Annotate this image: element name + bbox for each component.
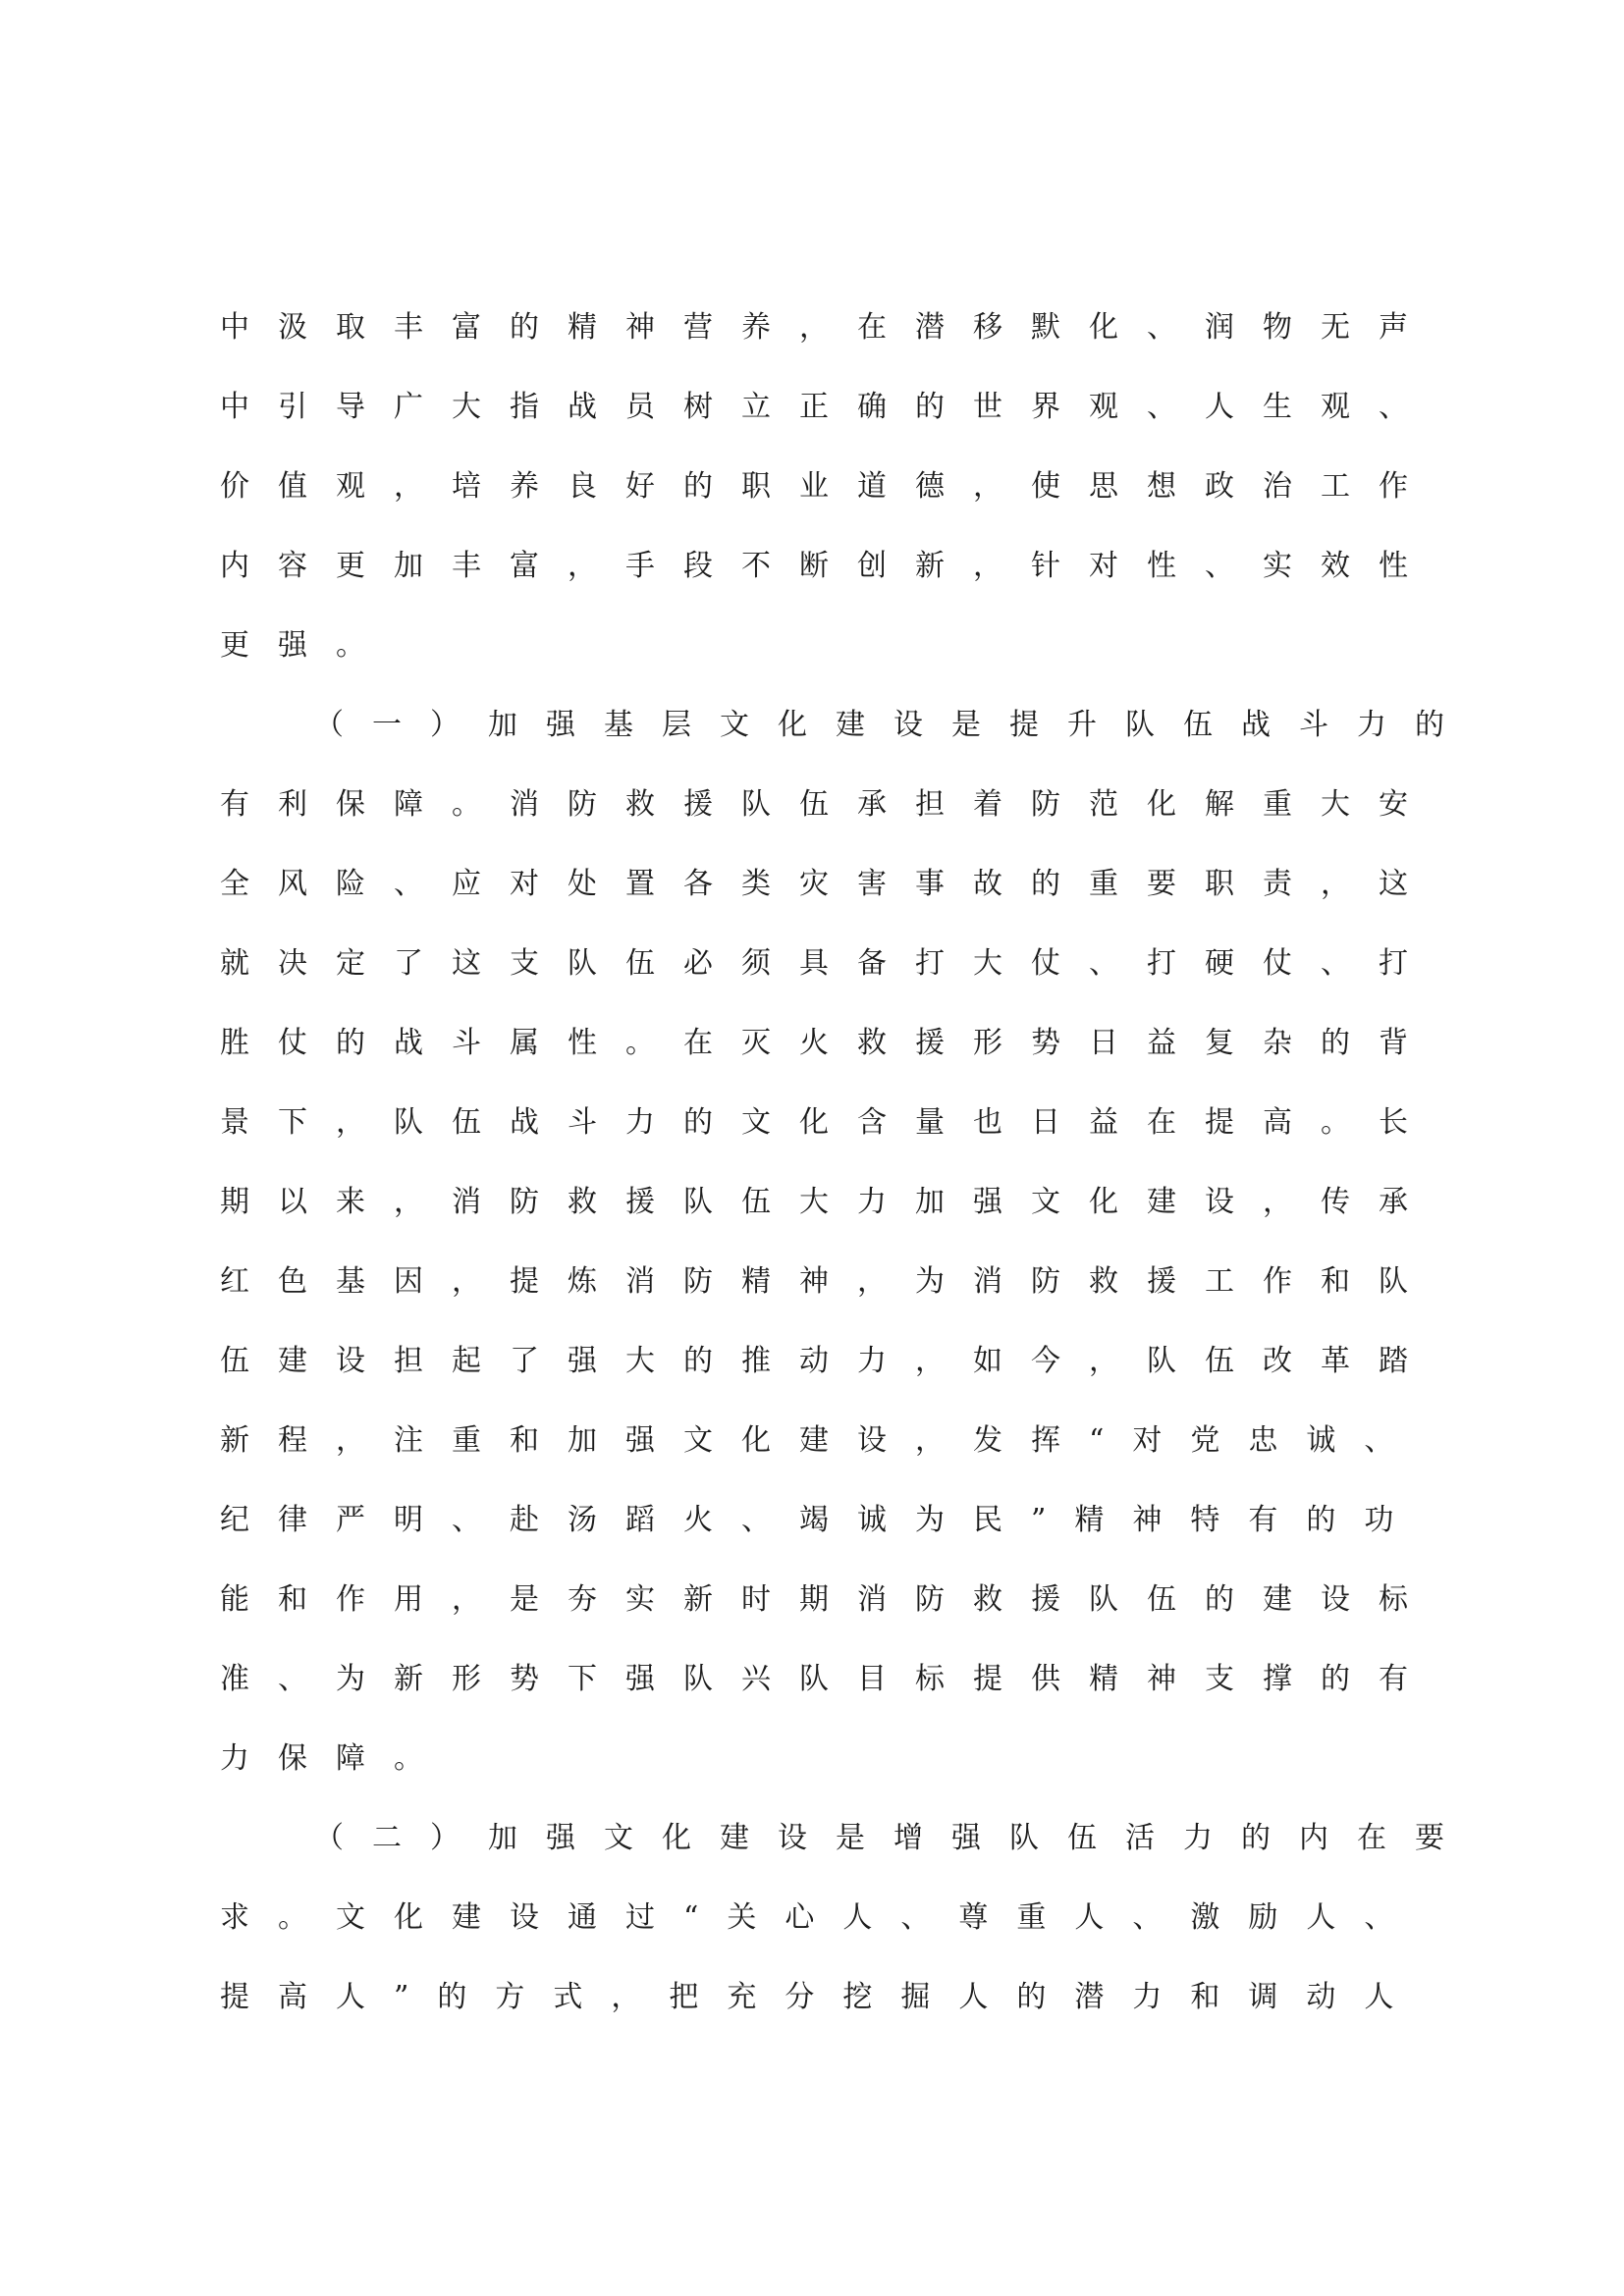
body-line: 更强。 [220,628,394,663]
body-line: 能和作用，是夯实新时期消防救援队伍的建设标 [220,1582,1436,1617]
body-line: 内容更加丰富，手段不断创新，针对性、实效性 [220,549,1436,583]
body-line: 新程，注重和加强文化建设，发挥“对党忠诚、 [220,1423,1423,1458]
body-line: 就决定了这支队伍必须具备打大仗、打硬仗、打 [220,946,1436,981]
body-line: 伍建设担起了强大的推动力，如今，队伍改革踏 [220,1344,1436,1378]
body-line: 有利保障。消防救援队伍承担着防范化解重大安 [220,787,1436,822]
body-line: 求。文化建设通过“关心人、尊重人、激励人、 [220,1900,1423,1935]
body-line: 全风险、应对处置各类灾害事故的重要职责，这 [220,867,1436,901]
body-line: 红色基因，提炼消防精神，为消防救援工作和队 [220,1264,1436,1299]
body-line: 景下，队伍战斗力的文化含量也日益在提高。长 [220,1105,1436,1140]
body-line: 期以来，消防救援队伍大力加强文化建设，传承 [220,1185,1436,1219]
body-line: 纪律严明、赴汤蹈火、竭诚为民”精神特有的功 [220,1503,1423,1537]
body-line: 价值观，培养良好的职业道德，使思想政治工作 [220,469,1436,504]
body-line: 胜仗的战斗属性。在灭火救援形势日益复杂的背 [220,1026,1436,1060]
body-line: 中引导广大指战员树立正确的世界观、人生观、 [220,390,1436,424]
body-line: 中汲取丰富的精神营养，在潜移默化、润物无声 [220,310,1436,345]
body-line: 准、为新形势下强队兴队目标提供精神支撑的有 [220,1662,1436,1696]
document-body [220,298,1473,2048]
section-heading-line: （二）加强文化建设是增强队伍活力的内在要 [314,1821,1473,1855]
body-line: 提高人”的方式，把充分挖掘人的潜力和调动人 [220,1980,1423,2014]
section-heading-line: （一）加强基层文化建设是提升队伍战斗力的 [314,708,1473,742]
body-line: 力保障。 [220,1741,452,1776]
